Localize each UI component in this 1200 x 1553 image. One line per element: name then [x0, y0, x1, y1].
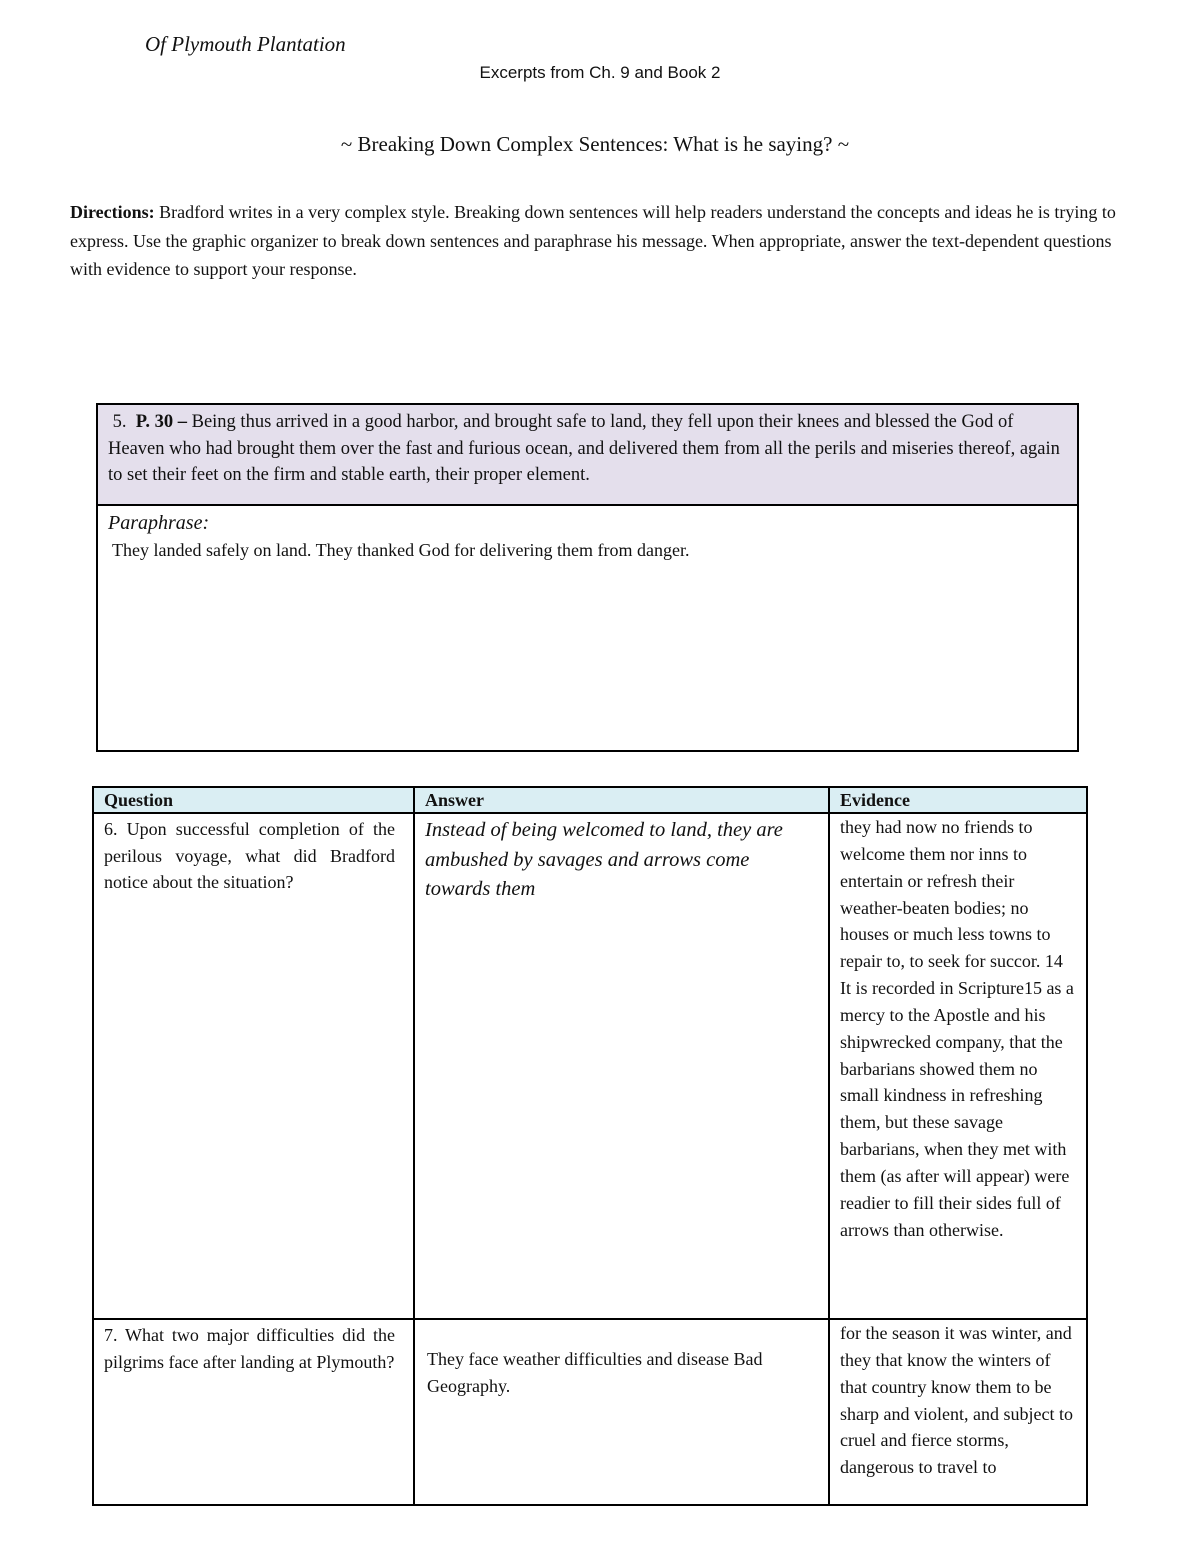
passage-text: Being thus arrived in a good harbor, and brought safe to land, they fell upon their knees and blessed the God of Heaven who had brought them over the fast and furious ocean, and delivered them from all the perils and miseries thereof, again to set their feet on the firm and stable earth, their proper element.	[108, 412, 1060, 485]
directions-label: Directions:	[70, 202, 155, 222]
answer-cell[interactable]: They face weather difficulties and disease Bad Geography.	[414, 1319, 829, 1505]
header-evidence: Evidence	[829, 787, 1087, 813]
question-cell: 6. Upon successful completion of the perilous voyage, what did Bradford notice about the situation?	[93, 813, 414, 1319]
table-header-row	[93, 787, 1087, 813]
evidence-cell[interactable]: they had now no friends to welcome them nor inns to entertain or refresh their weather-beaten bodies; no houses or much less towns to repair to, to seek for succor. 14 It is recorded in Scripture15 as a mercy to the Apostle and his shipwrecked company, that the barbarians showed them no small kindness in refreshing them, but these savage barbarians, when they met with them (as after will appear) were readier to fill their sides full of arrows than otherwise.	[829, 813, 1087, 1319]
evidence-cell[interactable]: for the season it was winter, and they that know the winters of that country know them to be sharp and violent, and subject to cruel and fierce storms, dangerous to travel to	[829, 1319, 1087, 1505]
answer-cell[interactable]: Instead of being welcomed to land, they are ambushed by savages and arrows come towards them	[414, 813, 829, 1319]
paraphrase-answer[interactable]: They landed safely on land. They thanked God for delivering them from danger.	[112, 540, 690, 560]
table-row	[93, 1319, 1087, 1505]
question-cell: 7. What two major difficulties did the pilgrims face after landing at Plymouth?	[93, 1319, 414, 1505]
book-title: Of Plymouth Plantation	[145, 32, 346, 56]
passage-quote	[98, 405, 1077, 506]
paraphrase-organizer	[96, 403, 1079, 752]
table-row	[93, 813, 1087, 1319]
header-answer: Answer	[414, 787, 829, 813]
header-question: Question	[93, 787, 414, 813]
passage-page-ref: P. 30 –	[135, 412, 187, 432]
directions	[70, 198, 1120, 284]
worksheet-heading: ~ Breaking Down Complex Sentences: What is he saying? ~	[340, 132, 850, 156]
passage-number: 5.	[112, 412, 127, 432]
paraphrase-label: Paraphrase:	[108, 512, 210, 534]
directions-text: Bradford writes in a very complex style. Breaking down sentences will help readers understand the concepts and ideas he is trying to express. Use the graphic organizer to break down sentences and paraphrase his message. When appropriate, answer the text-dependent questions with evidence to support your response.	[70, 202, 1116, 279]
question-table	[92, 786, 1088, 1506]
excerpt-subtitle: Excerpts from Ch. 9 and Book 2	[479, 63, 721, 82]
